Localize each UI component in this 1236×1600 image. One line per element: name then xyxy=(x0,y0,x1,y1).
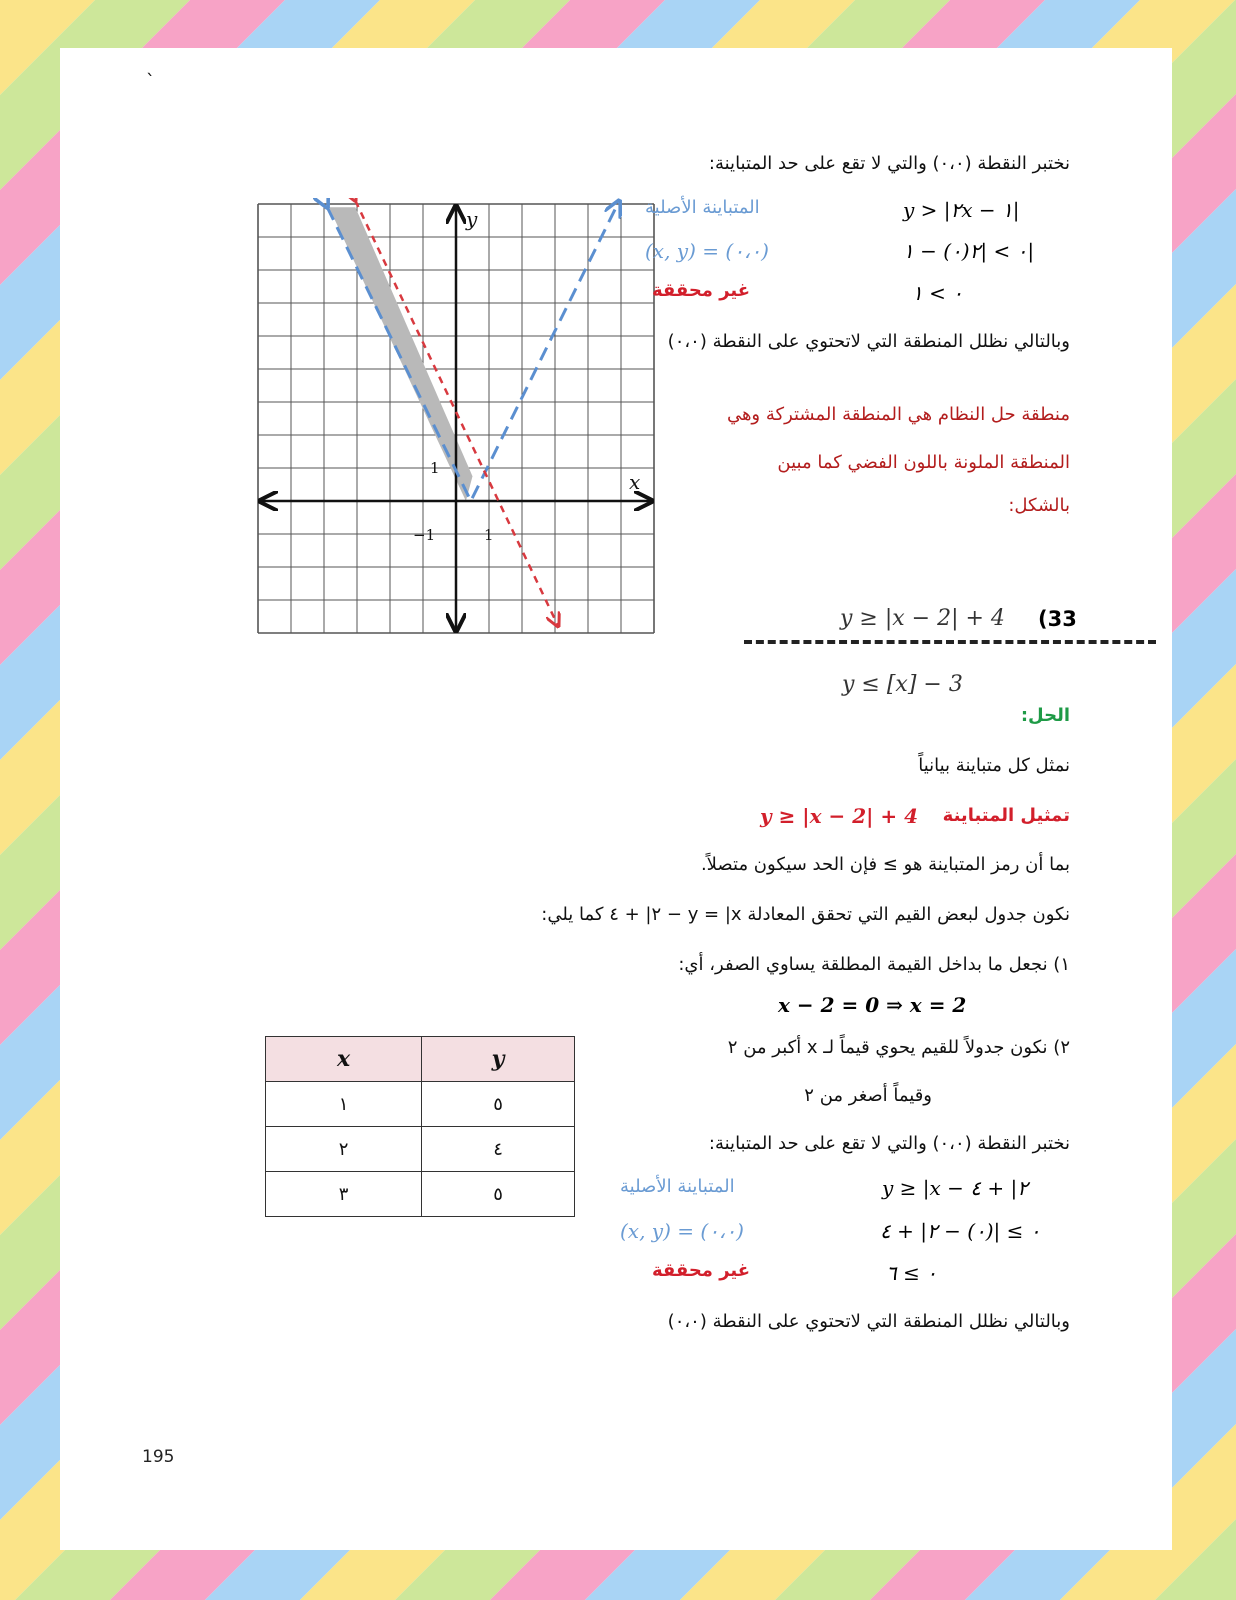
table-cell: ٥ xyxy=(422,1082,575,1127)
table-cell: ٢ xyxy=(266,1127,422,1172)
values-table xyxy=(265,1036,575,1217)
problem-inequality-2: y ≤ [x] − 3 xyxy=(842,672,963,697)
graph-title: تمثيل المتباينة xyxy=(942,805,1070,826)
solution-region-line-2: المنطقة الملونة باللون الفضي كما مبين xyxy=(777,452,1070,473)
top-shade-line: وبالتالي نظلل المنطقة التي لاتحتوي على النقطة (٠،٠) xyxy=(667,331,1070,352)
solution-region-line-1: منطقة حل النظام هي المنطقة المشتركة وهي xyxy=(726,404,1070,425)
step-1: ١) نجعل ما بداخل القيمة المطلقة يساوي الصفر، أي: xyxy=(678,954,1070,975)
tick-label-1-y: 1 xyxy=(430,459,440,477)
section-divider xyxy=(744,640,1156,644)
stray-mark: ` xyxy=(146,71,155,92)
step-2: ٢) نكون جدولاً للقيم يحوي قيماً لـ x أكبر من ٢ xyxy=(727,1037,1070,1058)
solution-heading: الحل: xyxy=(1020,705,1070,726)
bottom-point-label: (x, y) = (٠،٠) xyxy=(620,1219,744,1243)
table-header-y: y xyxy=(422,1037,575,1082)
bottom-original-label: المتباينة الأصلية xyxy=(620,1176,735,1197)
top-original-label: المتباينة الأصلية xyxy=(645,197,760,218)
table-intro-line: نكون جدول لبعض القيم التي تحقق المعادلة y = |x − ٢| + ٤ كما يلي: xyxy=(541,904,1070,925)
top-test-point-line: نختبر النقطة (٠،٠) والتي لا تقع على حد المتباينة: xyxy=(708,153,1070,174)
table-cell: ١ xyxy=(266,1082,422,1127)
top-substituted-inequality: ٠ > |٢(٠) − ١| xyxy=(903,239,1035,263)
tick-label-1-x: 1 xyxy=(484,526,494,544)
tick-label-neg1: −1 xyxy=(413,526,436,544)
bottom-original-inequality: y ≥ |x − ٢| + ٤ xyxy=(882,1176,1028,1200)
table-header-x: x xyxy=(266,1037,422,1082)
solution-region-line-3: بالشكل: xyxy=(1008,495,1070,516)
step-2-continuation: وقيماً أصغر من ٢ xyxy=(804,1085,932,1106)
table-cell: ٥ xyxy=(422,1172,575,1217)
x-axis-label: x xyxy=(629,470,641,494)
top-point-label: (x, y) = (٠،٠) xyxy=(645,239,769,263)
page-number: 195 xyxy=(142,1447,175,1467)
y-axis-label: y xyxy=(466,207,478,231)
bottom-test-point-line: نختبر النقطة (٠،٠) والتي لا تقع على حد المتباينة: xyxy=(708,1133,1070,1154)
table-cell: ٤ xyxy=(422,1127,575,1172)
top-original-inequality: y > |٢x − ١| xyxy=(903,198,1020,222)
bottom-result-inequality: ٠ ≥ ٦ xyxy=(886,1261,937,1285)
step-1-equation: x − 2 = 0 ⇒ x = 2 xyxy=(778,993,967,1017)
bottom-shade-line: وبالتالي نظلل المنطقة التي لاتحتوي على النقطة (٠،٠) xyxy=(667,1311,1070,1332)
graph-title-equation: y ≥ |x − 2| + 4 xyxy=(760,804,918,828)
top-result-inequality: ٠ > ١ xyxy=(912,281,963,305)
table-header-row xyxy=(266,1037,575,1082)
table-row xyxy=(266,1082,575,1127)
problem-number: (33 xyxy=(1038,607,1077,631)
bottom-substituted-inequality: ٠ ≥ |(٠) − ٢| + ٤ xyxy=(880,1219,1041,1243)
boundary-solid-line: بما أن رمز المتباينة هو ≥ فإن الحد سيكون متصلاً. xyxy=(700,854,1070,875)
table-row xyxy=(266,1172,575,1217)
inequality-graph xyxy=(250,198,670,668)
table-row xyxy=(266,1127,575,1172)
problem-inequality-1: y ≥ |x − 2| + 4 xyxy=(840,606,1005,631)
bottom-not-satisfied: غير محققة xyxy=(652,1260,751,1281)
table-cell: ٣ xyxy=(266,1172,422,1217)
page-sheet xyxy=(60,48,1172,1550)
represent-line: نمثل كل متباينة بيانياً xyxy=(918,755,1070,776)
top-not-satisfied: غير محققة xyxy=(652,280,751,301)
